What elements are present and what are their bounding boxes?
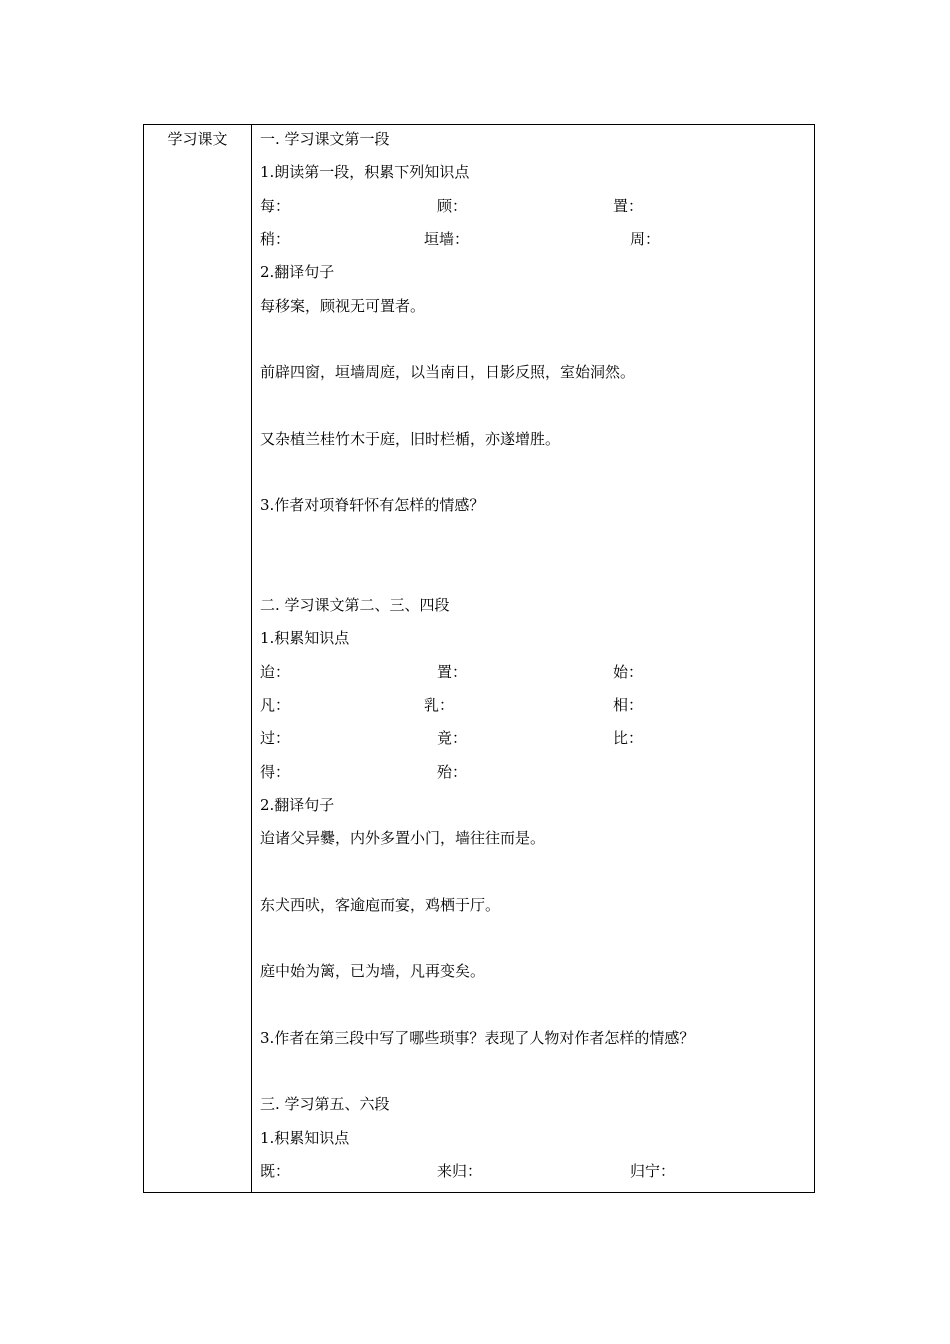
term-item: 来归：	[437, 1162, 483, 1180]
left-column-label: 学习课文	[167, 130, 228, 148]
term-item: 每：	[260, 197, 291, 215]
column-divider	[251, 125, 252, 1192]
term-item: 迨：	[260, 663, 291, 681]
term-item: 过：	[260, 729, 291, 747]
section-2-question-3: 3.作者在第三段中写了哪些琐事？表现了人物对作者怎样的情感？	[260, 1029, 695, 1047]
term-item: 凡：	[260, 696, 291, 714]
term-item: 得：	[260, 763, 291, 781]
worksheet-table	[143, 124, 815, 1193]
term-item: 稍：	[260, 230, 291, 248]
term-item: 始：	[613, 663, 644, 681]
section-1-question-3: 3.作者对项脊轩怀有怎样的情感？	[260, 496, 485, 514]
sentence: 每移案，顾视无可置者。	[260, 297, 426, 315]
section-2-question-1: 1.积累知识点	[260, 629, 350, 647]
term-item: 乳：	[424, 696, 455, 714]
section-2-question-2: 2.翻译句子	[260, 796, 335, 814]
term-item: 既：	[260, 1162, 291, 1180]
sentence: 庭中始为篱，已为墙，凡再变矣。	[260, 962, 486, 980]
term-item: 置：	[437, 663, 468, 681]
sentence: 东犬西吠，客逾庖而宴，鸡栖于厅。	[260, 896, 501, 914]
term-item: 归宁：	[630, 1162, 676, 1180]
section-3-heading: 三. 学习第五、六段	[260, 1095, 390, 1113]
section-1-heading: 一. 学习课文第一段	[260, 130, 390, 148]
sentence: 迨诸父异爨，内外多置小门，墙往往而是。	[260, 829, 546, 847]
section-1-question-2: 2.翻译句子	[260, 263, 335, 281]
term-item: 周：	[630, 230, 661, 248]
section-3-question-1: 1.积累知识点	[260, 1129, 350, 1147]
term-item: 相：	[613, 696, 644, 714]
term-item: 垣墙：	[424, 230, 470, 248]
term-item: 顾：	[437, 197, 468, 215]
sentence: 又杂植兰桂竹木于庭，旧时栏楯，亦遂增胜。	[260, 430, 561, 448]
term-item: 竟：	[437, 729, 468, 747]
section-1-question-1: 1.朗读第一段，积累下列知识点	[260, 163, 470, 181]
term-item: 置：	[613, 197, 644, 215]
sentence: 前辟四窗，垣墙周庭，以当南日，日影反照，室始洞然。	[260, 363, 636, 381]
section-2-heading: 二. 学习课文第二、三、四段	[260, 596, 450, 614]
term-item: 殆：	[437, 763, 468, 781]
term-item: 比：	[613, 729, 644, 747]
